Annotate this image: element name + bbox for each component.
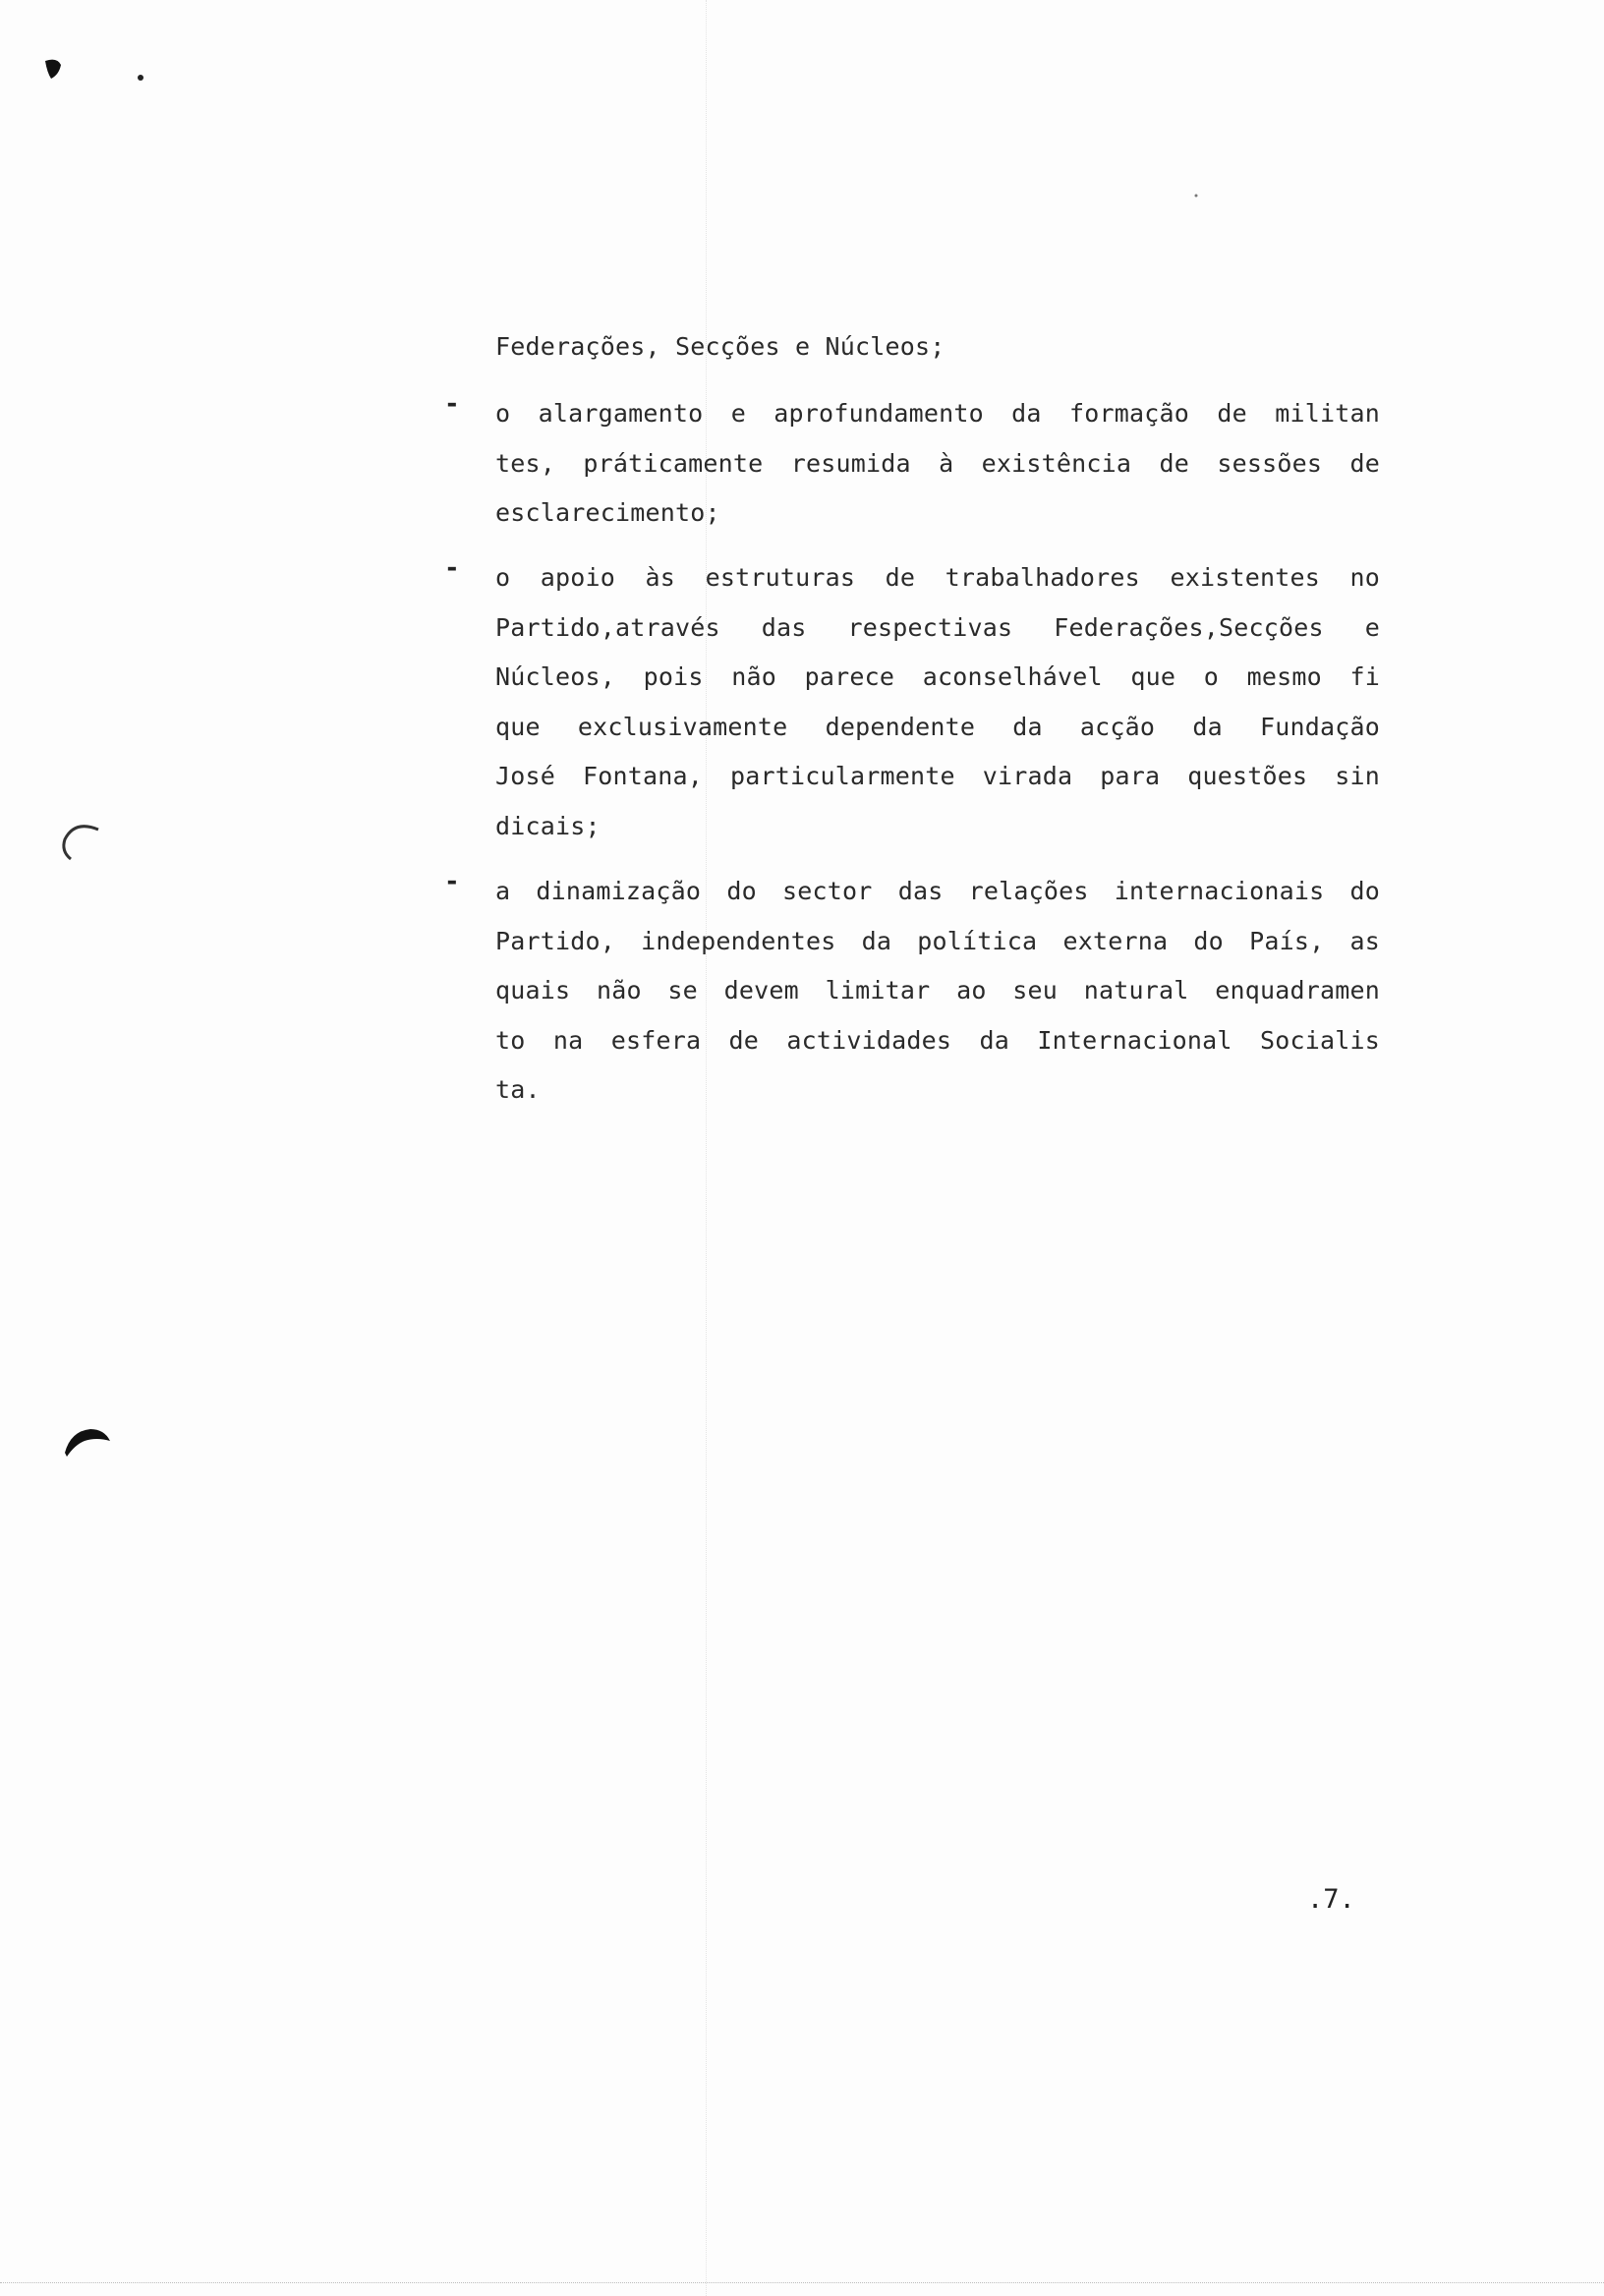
punch-hole-fill-mark	[61, 1423, 120, 1463]
tiny-speck-mark	[1193, 193, 1199, 199]
small-dot-mark	[136, 73, 145, 83]
list-item-1-line-3: esclarecimento;	[495, 498, 720, 527]
list-item-3-line-2: Partido, independentes da política externa do País, as	[495, 926, 1380, 955]
continuation-line: Federações, Secções e Núcleos;	[495, 332, 945, 361]
bullet-dash-1: -	[444, 389, 460, 419]
list-item-2-line-1: o apoio às estruturas de trabalhadores existentes no	[495, 563, 1380, 592]
list-item-2-line-3: Núcleos, pois não parece aconselhável que o mesmo fi	[495, 662, 1380, 691]
ink-blot-mark	[39, 55, 69, 85]
punch-hole-arc-mark	[55, 818, 114, 877]
list-item-3-line-5: ta.	[495, 1075, 541, 1104]
list-item-2-line-5: José Fontana, particularmente virada para questões sin	[495, 762, 1380, 790]
list-item-3	[495, 867, 1380, 1116]
bullet-dash-2: -	[444, 553, 460, 583]
list-item-3-line-3: quais não se devem limitar ao seu natural enquadramen	[495, 976, 1380, 1004]
page-number: .7.	[1307, 1884, 1355, 1915]
bullet-dash-3: -	[444, 867, 460, 896]
list-item-1-line-2: tes, práticamente resumida à existência de sessões de	[495, 448, 1380, 478]
list-item-2-line-4: que exclusivamente dependente da acção da Fundação	[495, 712, 1380, 741]
continuation-paragraph	[495, 322, 1380, 373]
list-item-1	[495, 389, 1380, 539]
list-item-2	[495, 553, 1380, 851]
list-item-3-line-4: to na esfera de actividades da Internacional Socialis	[495, 1025, 1380, 1055]
page-bottom-edge	[0, 2282, 1604, 2283]
list-item-3-line-1: a dinamização do sector das relações internacionais do	[495, 877, 1380, 905]
list-item-2-line-6: dicais;	[495, 811, 601, 840]
list-item-2-line-2: Partido,através das respectivas Federações,Secções e	[495, 612, 1380, 642]
list-item-1-line-1: o alargamento e aprofundamento da formação de militan	[495, 399, 1380, 428]
